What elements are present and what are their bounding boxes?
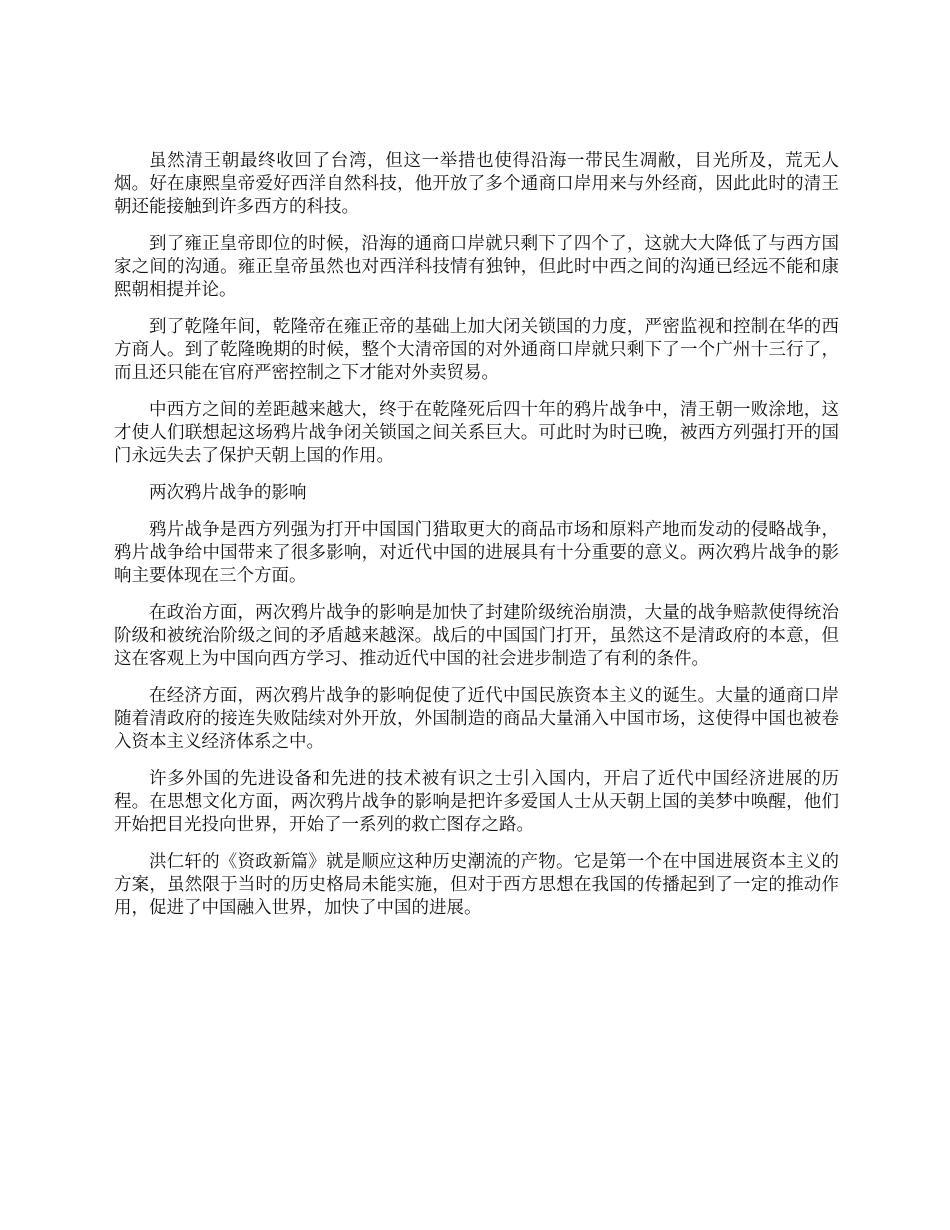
document-body <box>114 150 839 934</box>
paragraph: 虽然清王朝最终收回了台湾，但这一举措也使得沿海一带民生凋敝，目光所及，荒无人烟。好在康熙皇帝爱好西洋自然科技，他开放了多个通商口岸用来与外经商，因此此时的清王朝还能接触到许多西方的科技。 <box>114 151 839 218</box>
paragraph: 到了乾隆年间，乾隆帝在雍正帝的基础上加大闭关锁国的力度，严密监视和控制在华的西方商人。到了乾隆晚期的时候，整个大清帝国的对外通商口岸就只剩下了一个广州十三行了，而且还只能在官府严密控制之下才能对外卖贸易。 <box>114 317 839 384</box>
paragraph: 洪仁轩的《资政新篇》就是顺应这种历史潮流的产物。它是第一个在中国进展资本主义的方案，虽然限于当时的历史格局未能实施，但对于西方思想在我国的传播起到了一定的推动作用，促进了中国融入世界，加快了中国的进展。 <box>114 851 839 918</box>
section-heading: 两次鸦片战争的影响 <box>149 483 307 503</box>
paragraph: 在经济方面，两次鸦片战争的影响促使了近代中国民族资本主义的诞生。大量的通商口岸随着清政府的接连失败陆续对外开放，外国制造的商品大量涌入中国市场，这使得中国也被卷入资本主义经济体系之中。 <box>114 685 839 752</box>
paragraph: 中西方之间的差距越来越大，终于在乾隆死后四十年的鸦片战争中，清王朝一败涂地，这才使人们联想起这场鸦片战争闭关锁国之间关系巨大。可此时为时已晚，被西方列强打开的国门永远失去了保护天朝上国的作用。 <box>114 400 839 467</box>
paragraph: 在政治方面，两次鸦片战争的影响是加快了封建阶级统治崩溃，大量的战争赔款使得统治阶级和被统治阶级之间的矛盾越来越深。战后的中国国门打开，虽然这不是清政府的本意，但这在客观上为中国向西方学习、推动近代中国的社会进步制造了有利的条件。 <box>114 602 839 669</box>
paragraph: 鸦片战争是西方列强为打开中国国门猎取更大的商品市场和原料产地而发动的侵略战争，鸦片战争给中国带来了很多影响，对近代中国的进展具有十分重要的意义。两次鸦片战争的影响主要体现在三个方面。 <box>114 519 839 586</box>
paragraph: 到了雍正皇帝即位的时候，沿海的通商口岸就只剩下了四个了，这就大大降低了与西方国家之间的沟通。雍正皇帝虽然也对西洋科技情有独钟，但此时中西之间的沟通已经远不能和康熙朝相提并论。 <box>114 234 839 301</box>
paragraph: 许多外国的先进设备和先进的技术被有识之士引入国内，开启了近代中国经济进展的历程。在思想文化方面，两次鸦片战争的影响是把许多爱国人士从天朝上国的美梦中唤醒，他们开始把目光投向世界，开始了一系列的救亡图存之路。 <box>114 768 839 835</box>
